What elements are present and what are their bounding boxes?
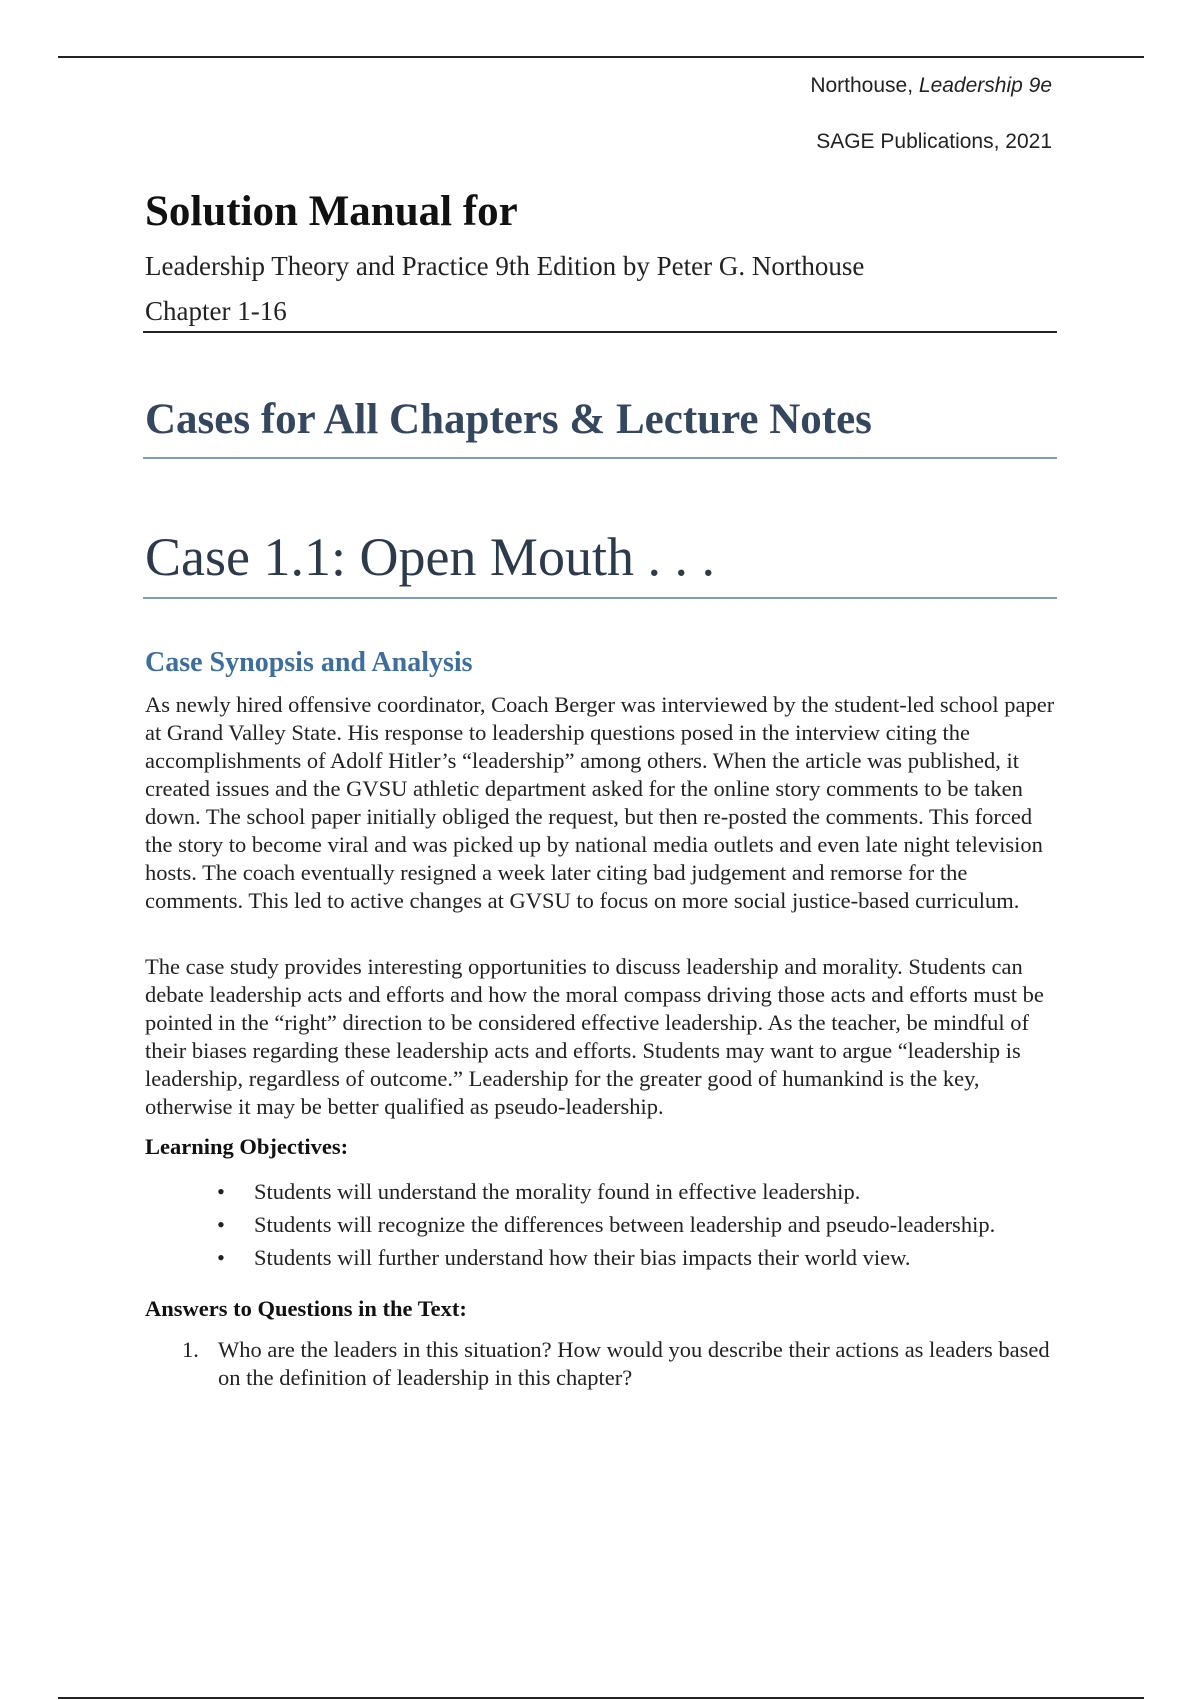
document-subtitle: Leadership Theory and Practice 9th Edition by Peter G. Northouse: [145, 251, 865, 281]
analysis-paragraph: The case study provides interesting opportunities to discuss leadership and morality. Students can debate leadership acts and efforts and how the moral compass driving those acts and efforts must be pointed in the “right” direction to be considered effective leadership. As the teacher, be mindful of their biases regarding these leadership acts and efforts. Students may want to argue “leadership is leadership, regardless of outcome.” Leadership for the greater good of humankind is the key, otherwise it may be better qualified as pseudo-leadership.: [145, 954, 1044, 1119]
top-rule: [58, 56, 1144, 58]
running-header-publisher: SAGE Publications, 2021: [816, 130, 1052, 153]
cases-heading: Cases for All Chapters & Lecture Notes: [145, 396, 872, 443]
header-book-title: Leadership 9e: [918, 74, 1052, 97]
answers-label: Answers to Questions in the Text:: [145, 1296, 467, 1321]
title-divider: [143, 331, 1057, 333]
list-item: [145, 1241, 1065, 1274]
document-title: Solution Manual for: [145, 188, 518, 235]
learning-objectives-label: Learning Objectives:: [145, 1134, 349, 1159]
list-item: [145, 1175, 1065, 1208]
cases-divider: [143, 457, 1057, 459]
header-author: Northouse,: [810, 74, 914, 97]
synopsis-paragraph: As newly hired offensive coordinator, Coach Berger was interviewed by the student-led school paper at Grand Valley State. His response to leadership questions posed in the interview citing the accomplishments of Adolf Hitler’s “leadership” among others. When the article was published, it created issues and the GVSU athletic department asked for the online story comments to be taken down. The school paper initially obliged the request, but then re-posted the comments. This forced the story to become viral and was picked up by national media outlets and even late night television hosts. The coach eventually resigned a week later citing bad judgement and remorse for the comments. This led to active changes at GVSU to focus on more social justice-based curriculum.: [145, 692, 1055, 913]
list-item-text: Students will further understand how their bias impacts their world view.: [254, 1245, 911, 1270]
question-text: Who are the leaders in this situation? How would you describe their actions as leaders based on the definition of leadership in this chapter?: [218, 1337, 1050, 1390]
running-header-author: [810, 74, 1052, 98]
synopsis-heading: Case Synopsis and Analysis: [145, 647, 473, 678]
questions-list: [145, 1336, 1057, 1392]
case-divider: [143, 597, 1057, 599]
bullet-icon: •: [217, 1212, 225, 1237]
bottom-rule: [58, 1697, 1144, 1699]
bullet-icon: •: [217, 1245, 225, 1270]
bullet-icon: •: [217, 1179, 225, 1204]
chapter-range: Chapter 1-16: [145, 296, 287, 326]
learning-objectives-list: [145, 1175, 1065, 1274]
question-item: [145, 1336, 1057, 1392]
list-item-text: Students will recognize the differences between leadership and pseudo-leadership.: [254, 1212, 996, 1237]
case-title: Case 1.1: Open Mouth . . .: [145, 527, 715, 587]
list-item: [145, 1208, 1065, 1241]
list-item-text: Students will understand the morality found in effective leadership.: [254, 1179, 861, 1204]
question-number: 1.: [182, 1337, 199, 1362]
